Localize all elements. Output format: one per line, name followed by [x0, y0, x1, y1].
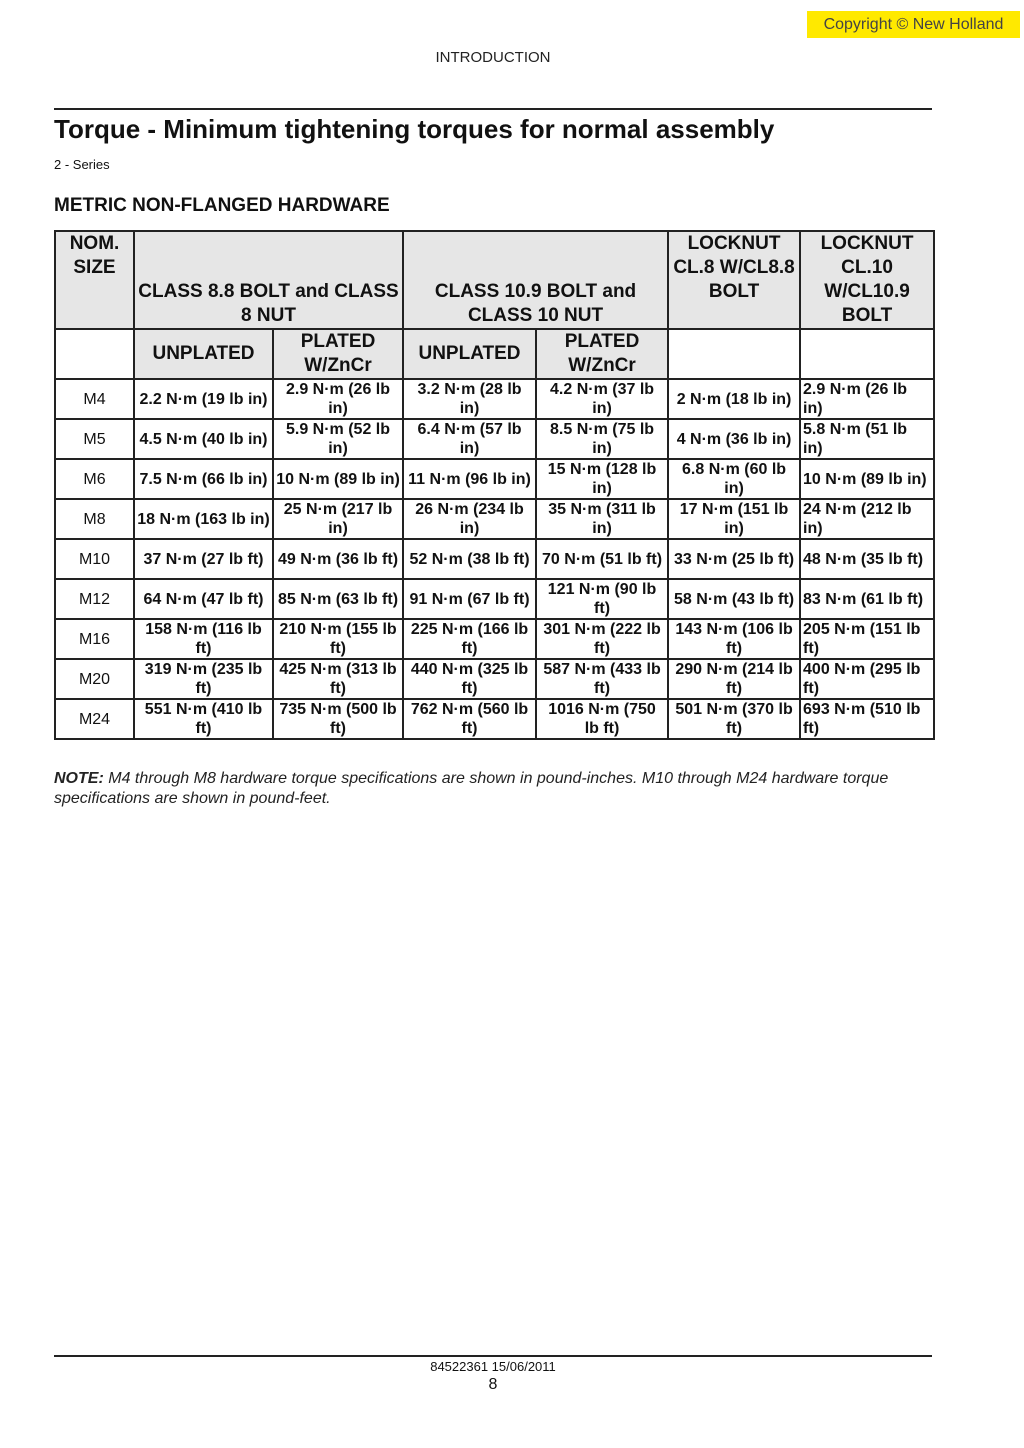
torque-cell: 18 N·m (163 lb in) [134, 499, 273, 539]
table-row [55, 699, 934, 739]
torque-cell: 210 N·m (155 lb ft) [273, 619, 403, 659]
header-locknut-cl10: LOCKNUT CL.10 W/CL10.9 BOLT [800, 231, 934, 329]
torque-cell: 2.2 N·m (19 lb in) [134, 379, 273, 419]
table-row [55, 499, 934, 539]
header-class-8-8: CLASS 8.8 BOLT and CLASS 8 NUT [134, 231, 403, 329]
torque-cell: 6.4 N·m (57 lb in) [403, 419, 536, 459]
copyright-badge: Copyright © New Holland [807, 11, 1020, 38]
torque-cell: 440 N·m (325 lb ft) [403, 659, 536, 699]
torque-cell: 64 N·m (47 lb ft) [134, 579, 273, 619]
table-row [55, 459, 934, 499]
torque-cell: 5.8 N·m (51 lb in) [800, 419, 934, 459]
subheader-plated-8-8: PLATED W/ZnCr [273, 329, 403, 379]
size-cell: M5 [55, 419, 134, 459]
size-cell: M10 [55, 539, 134, 579]
torque-cell: 8.5 N·m (75 lb in) [536, 419, 668, 459]
torque-cell: 10 N·m (89 lb in) [273, 459, 403, 499]
torque-cell: 37 N·m (27 lb ft) [134, 539, 273, 579]
torque-cell: 121 N·m (90 lb ft) [536, 579, 668, 619]
size-cell: M24 [55, 699, 134, 739]
torque-cell: 319 N·m (235 lb ft) [134, 659, 273, 699]
size-cell: M8 [55, 499, 134, 539]
subheader-unplated-10-9: UNPLATED [403, 329, 536, 379]
torque-cell: 26 N·m (234 lb in) [403, 499, 536, 539]
torque-cell: 587 N·m (433 lb ft) [536, 659, 668, 699]
torque-cell: 85 N·m (63 lb ft) [273, 579, 403, 619]
torque-cell: 2 N·m (18 lb in) [668, 379, 800, 419]
torque-cell: 15 N·m (128 lb in) [536, 459, 668, 499]
torque-cell: 49 N·m (36 lb ft) [273, 539, 403, 579]
page-title: Torque - Minimum tightening torques for normal assembly [54, 114, 775, 144]
torque-cell: 52 N·m (38 lb ft) [403, 539, 536, 579]
torque-cell: 205 N·m (151 lb ft) [800, 619, 934, 659]
torque-cell: 91 N·m (67 lb ft) [403, 579, 536, 619]
torque-cell: 4.2 N·m (37 lb in) [536, 379, 668, 419]
note-text: M4 through M8 hardware torque specifications are shown in pound-inches. M10 through M24 hardware torque specifications are shown in pound-feet. [54, 770, 889, 807]
torque-cell: 24 N·m (212 lb in) [800, 499, 934, 539]
torque-cell: 83 N·m (61 lb ft) [800, 579, 934, 619]
size-cell: M6 [55, 459, 134, 499]
table-row [55, 539, 934, 579]
torque-cell: 3.2 N·m (28 lb in) [403, 379, 536, 419]
torque-cell: 70 N·m (51 lb ft) [536, 539, 668, 579]
note [54, 769, 934, 809]
torque-table [54, 230, 935, 740]
torque-cell: 25 N·m (217 lb in) [273, 499, 403, 539]
torque-cell: 1016 N·m (750 lb ft) [536, 699, 668, 739]
torque-cell: 551 N·m (410 lb ft) [134, 699, 273, 739]
subheader-plated-10-9: PLATED W/ZnCr [536, 329, 668, 379]
torque-cell: 10 N·m (89 lb in) [800, 459, 934, 499]
torque-cell: 6.8 N·m (60 lb in) [668, 459, 800, 499]
torque-cell: 5.9 N·m (52 lb in) [273, 419, 403, 459]
torque-cell: 290 N·m (214 lb ft) [668, 659, 800, 699]
bottom-divider [54, 1355, 932, 1357]
size-cell: M12 [55, 579, 134, 619]
torque-cell: 143 N·m (106 lb ft) [668, 619, 800, 659]
size-cell: M20 [55, 659, 134, 699]
subheader-blank-size [55, 329, 134, 379]
torque-cell: 58 N·m (43 lb ft) [668, 579, 800, 619]
table-row [55, 619, 934, 659]
document-id: 84522361 15/06/2011 [430, 1359, 556, 1374]
torque-cell: 225 N·m (166 lb ft) [403, 619, 536, 659]
subheader-blank-locknut-cl8 [668, 329, 800, 379]
torque-cell: 158 N·m (116 lb ft) [134, 619, 273, 659]
subheader-unplated-8-8: UNPLATED [134, 329, 273, 379]
torque-cell: 33 N·m (25 lb ft) [668, 539, 800, 579]
note-label: NOTE: [54, 770, 104, 787]
torque-cell: 425 N·m (313 lb ft) [273, 659, 403, 699]
header-nom-size: NOM. SIZE [55, 231, 134, 329]
torque-cell: 2.9 N·m (26 lb in) [273, 379, 403, 419]
table-heading: METRIC NON-FLANGED HARDWARE [54, 195, 390, 216]
header-locknut-cl8: LOCKNUT CL.8 W/CL8.8 BOLT [668, 231, 800, 329]
table-row [55, 659, 934, 699]
size-cell: M16 [55, 619, 134, 659]
size-cell: M4 [55, 379, 134, 419]
torque-cell: 301 N·m (222 lb ft) [536, 619, 668, 659]
torque-cell: 400 N·m (295 lb ft) [800, 659, 934, 699]
torque-cell: 501 N·m (370 lb ft) [668, 699, 800, 739]
subheader-blank-locknut-cl10 [800, 329, 934, 379]
torque-cell: 735 N·m (500 lb ft) [273, 699, 403, 739]
torque-cell: 7.5 N·m (66 lb in) [134, 459, 273, 499]
torque-cell: 2.9 N·m (26 lb in) [800, 379, 934, 419]
torque-cell: 11 N·m (96 lb in) [403, 459, 536, 499]
top-divider [54, 108, 932, 110]
section-header: INTRODUCTION [435, 49, 551, 66]
torque-cell: 48 N·m (35 lb ft) [800, 539, 934, 579]
torque-cell: 35 N·m (311 lb in) [536, 499, 668, 539]
table-row [55, 579, 934, 619]
page-number: 8 [488, 1376, 498, 1393]
page-subtitle: 2 - Series [54, 157, 110, 172]
torque-cell: 4 N·m (36 lb in) [668, 419, 800, 459]
table-row [55, 419, 934, 459]
torque-cell: 17 N·m (151 lb in) [668, 499, 800, 539]
header-class-10-9: CLASS 10.9 BOLT and CLASS 10 NUT [403, 231, 668, 329]
torque-cell: 693 N·m (510 lb ft) [800, 699, 934, 739]
table-row [55, 379, 934, 419]
torque-cell: 762 N·m (560 lb ft) [403, 699, 536, 739]
torque-cell: 4.5 N·m (40 lb in) [134, 419, 273, 459]
